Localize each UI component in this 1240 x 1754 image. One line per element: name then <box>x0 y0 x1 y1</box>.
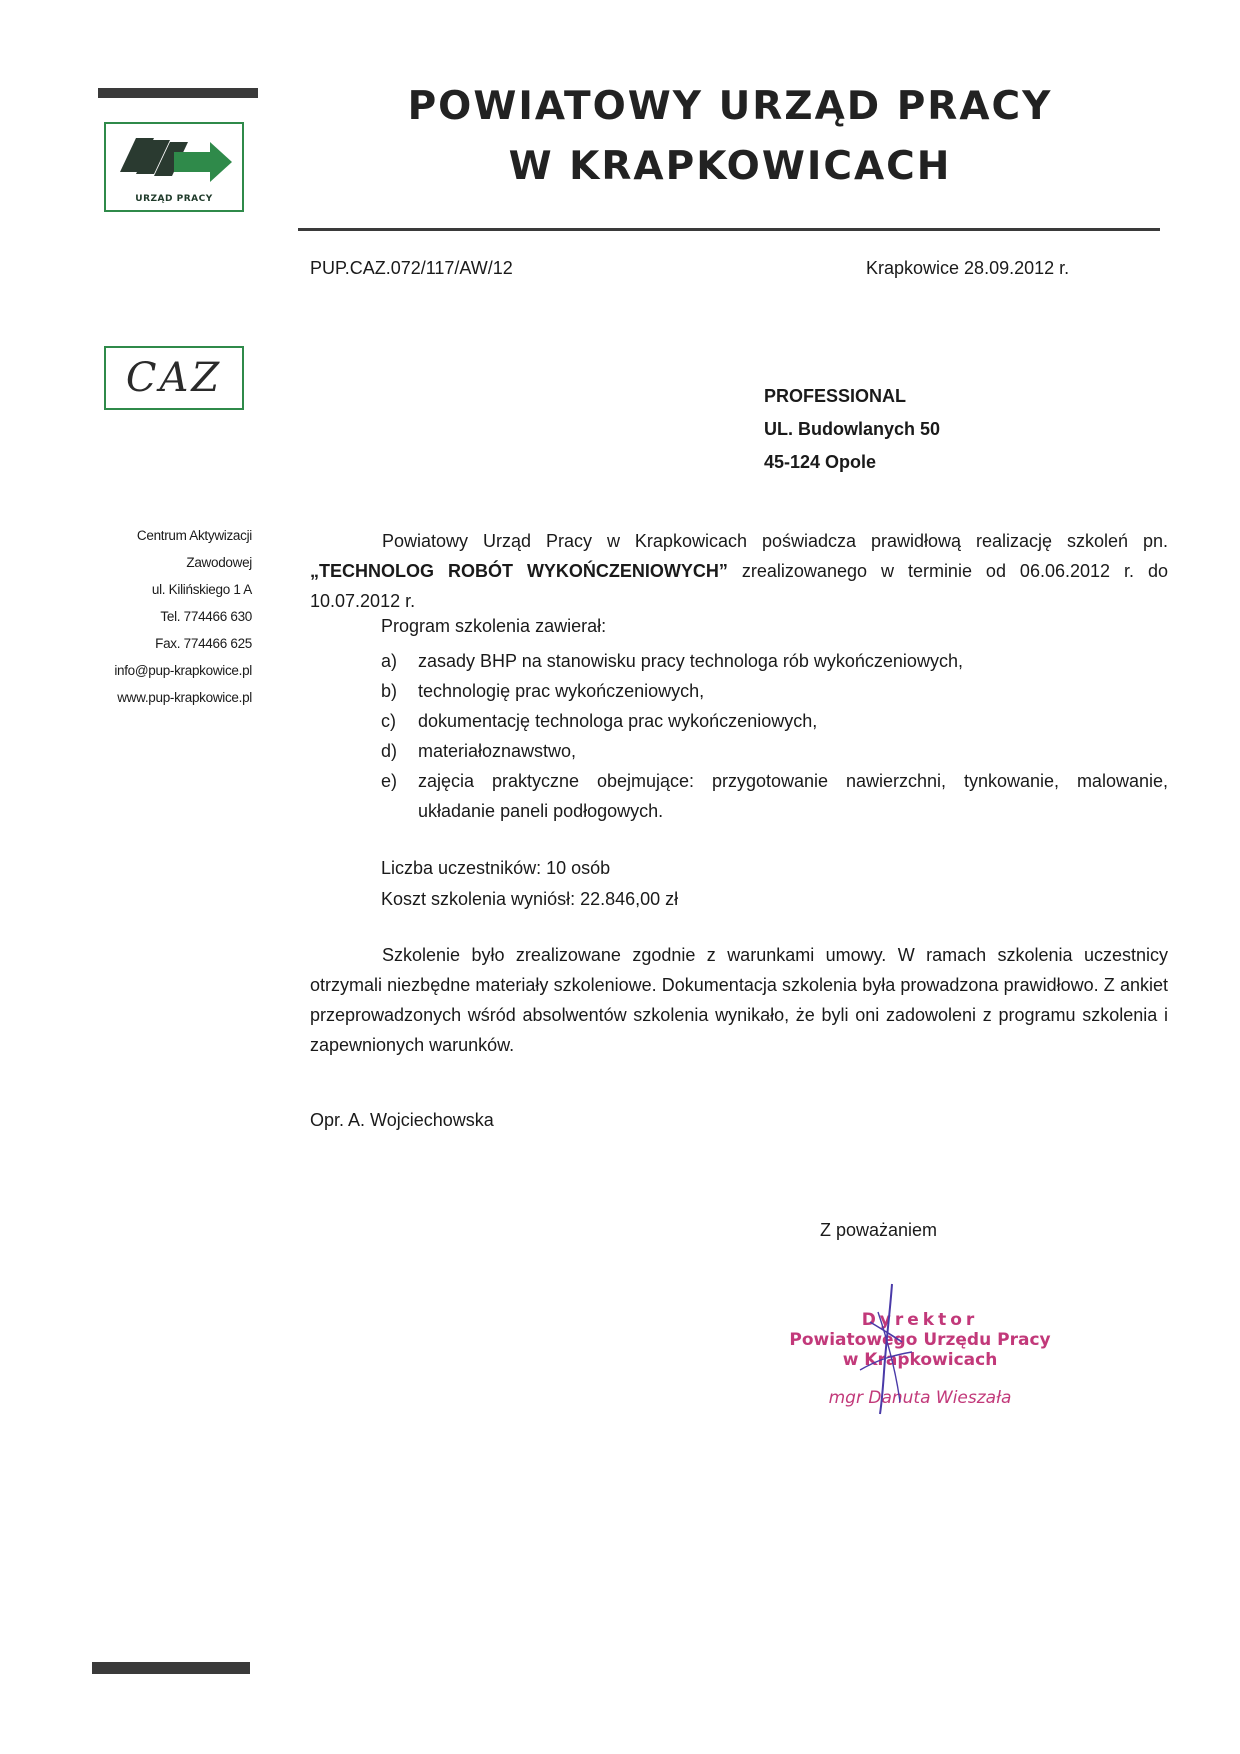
list-item-text: dokumentację technologa prac wykończeniowych, <box>418 711 818 731</box>
sidebar-line: Zawodowej <box>186 555 252 570</box>
program-list <box>381 646 1168 826</box>
paragraph-1-text-a: Powiatowy Urząd Pracy w Krapkowicach poświadcza prawidłową realizację szkoleń pn. <box>382 531 1168 551</box>
logo-caption: URZĄD PRACY <box>135 194 213 204</box>
sidebar-website: www.pup-krapkowice.pl <box>117 690 252 705</box>
list-item-text: technologię prac wykończeniowych, <box>418 681 705 701</box>
stamp-city: w Krapkowicach <box>842 1350 998 1370</box>
training-name: „TECHNOLOG ROBÓT WYKOŃCZENIOWYCH” <box>310 561 728 581</box>
program-intro: Program szkolenia zawierał: <box>381 616 607 636</box>
stamp-title: Dyrektor <box>861 1310 979 1330</box>
handwritten-signature <box>840 1282 950 1422</box>
participants-count: Liczba uczestników: 10 osób <box>381 858 611 878</box>
paragraph-1-text-b: zrealizowanego w terminie od 06.06.2012 r. do 10.07.2012 r. <box>310 561 1168 611</box>
stamp-office: Powiatowego Urzędu Pracy <box>789 1330 1051 1350</box>
caz-label: CAZ <box>125 355 223 401</box>
place-date: Krapkowice 28.09.2012 r. <box>866 258 1070 278</box>
page-title-line-1: POWIATOWY URZĄD PRACY <box>407 84 1053 129</box>
list-item <box>381 676 1168 706</box>
page-title-line-2: W KRAPKOWICACH <box>508 144 952 189</box>
list-item-letter: a) <box>381 651 398 671</box>
list-item-letter: b) <box>381 681 398 701</box>
top-decorative-bar <box>98 88 258 98</box>
list-item-letter: e) <box>381 771 398 791</box>
sidebar-fax: Fax. 774466 625 <box>155 636 252 651</box>
recipient-address <box>764 380 940 479</box>
training-cost: Koszt szkolenia wyniósł: 22.846,00 zł <box>381 889 679 909</box>
list-item-text: zasady BHP na stanowisku pracy technologa rób wykończeniowych, <box>418 651 963 671</box>
list-item <box>381 736 1168 766</box>
sidebar-line: Centrum Aktywizacji <box>136 528 252 543</box>
logo-arrow-icon <box>114 130 238 192</box>
list-item-text: zajęcia praktyczne obejmujące: przygotowanie nawierzchni, tynkowanie, malowanie, układanie paneli podłogowych. <box>418 771 1168 821</box>
list-item-text: materiałoznawstwo, <box>418 741 577 761</box>
bottom-decorative-bar <box>92 1662 250 1674</box>
sidebar-contact <box>80 522 252 711</box>
sidebar-email: info@pup-krapkowice.pl <box>114 663 252 678</box>
training-stats <box>381 853 678 915</box>
recipient-street: UL. Budowlanych 50 <box>764 419 941 439</box>
prepared-by: Opr. A. Wojciechowska <box>310 1110 494 1130</box>
body-paragraph-1 <box>310 526 1168 616</box>
body-paragraph-2: Szkolenie było zrealizowane zgodnie z warunkami umowy. W ramach szkolenia uczestnicy otrzymali niezbędne materiały szkoleniowe. Dokumentacja szkolenia była prowadzona prawidłowo. Z ankiet przeprowadzonych wśród absolwentów szkolenia wynikało, że byli oni zadowoleni z programu szkolenia i zapewnionych warunków. <box>310 945 1168 1055</box>
list-item <box>381 646 1168 676</box>
recipient-city: 45-124 Opole <box>764 452 877 472</box>
list-item <box>381 706 1168 736</box>
sidebar-phone: Tel. 774466 630 <box>160 609 252 624</box>
caz-stamp <box>104 346 244 410</box>
recipient-name: PROFESSIONAL <box>764 386 907 406</box>
list-item-letter: d) <box>381 741 398 761</box>
header-divider <box>298 228 1160 231</box>
list-item <box>381 766 1168 826</box>
urzad-pracy-logo <box>104 122 244 212</box>
list-item-letter: c) <box>381 711 396 731</box>
stamp-name: mgr Danuta Wieszała <box>828 1388 1012 1408</box>
reference-number: PUP.CAZ.072/117/AW/12 <box>310 258 513 278</box>
closing-regards: Z poważaniem <box>820 1220 938 1240</box>
sidebar-address: ul. Kilińskiego 1 A <box>151 582 252 597</box>
